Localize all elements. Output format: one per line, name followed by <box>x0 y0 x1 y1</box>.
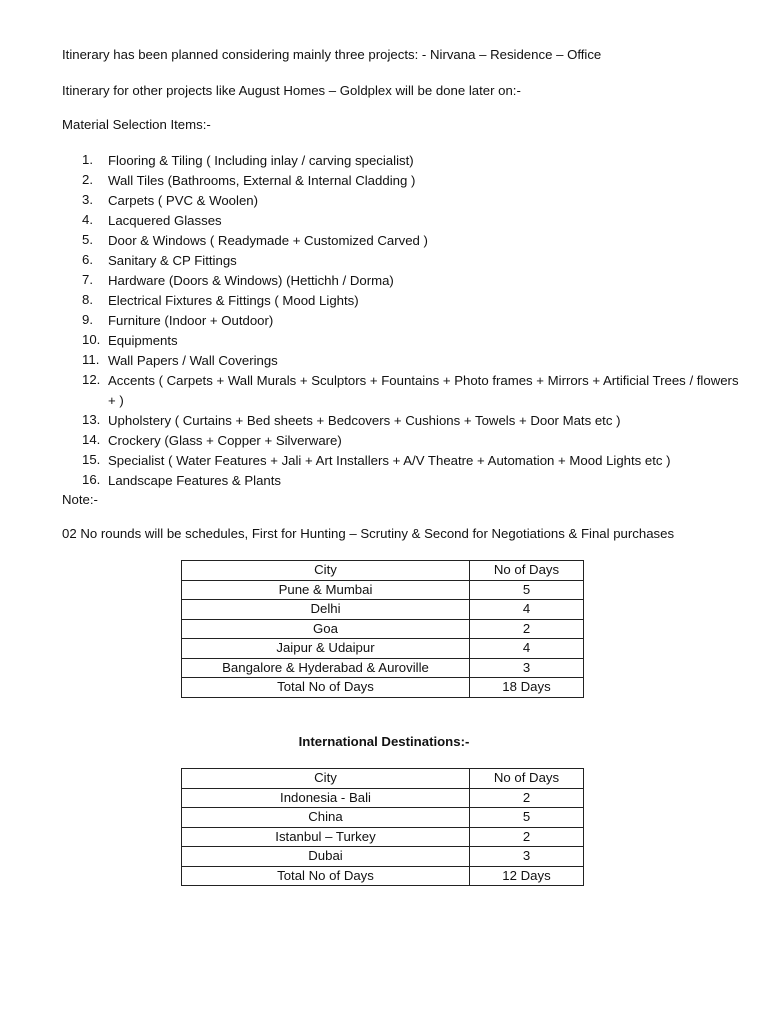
city-cell: Bangalore & Hyderabad & Auroville <box>182 658 470 678</box>
list-item-number: 14. <box>82 432 101 447</box>
days-cell: No of Days <box>470 769 584 789</box>
list-item <box>82 451 742 471</box>
list-item-number: 10. <box>82 332 101 347</box>
list-item <box>82 211 742 231</box>
list-item <box>82 231 742 251</box>
table-row <box>182 658 584 678</box>
days-cell: 5 <box>470 808 584 828</box>
list-item-text: Lacquered Glasses <box>108 213 222 228</box>
city-cell: Jaipur & Udaipur <box>182 639 470 659</box>
days-cell: 2 <box>470 788 584 808</box>
city-cell: Delhi <box>182 600 470 620</box>
city-cell: China <box>182 808 470 828</box>
city-cell: Dubai <box>182 847 470 867</box>
list-item-number: 15. <box>82 452 101 467</box>
days-cell: 2 <box>470 619 584 639</box>
city-cell: Pune & Mumbai <box>182 580 470 600</box>
table-header-row <box>182 561 584 581</box>
days-cell: 3 <box>470 847 584 867</box>
table-row <box>182 847 584 867</box>
table-row <box>182 600 584 620</box>
days-cell: 5 <box>470 580 584 600</box>
days-cell: 3 <box>470 658 584 678</box>
domestic-days-table <box>181 560 584 698</box>
list-item-text: Accents ( Carpets + Wall Murals + Sculptors + Fountains + Photo frames + Mirrors + Artificial Trees / flowers + ) <box>108 373 739 408</box>
city-cell: Total No of Days <box>182 678 470 698</box>
list-item <box>82 471 742 491</box>
list-item <box>82 351 742 371</box>
list-item <box>82 191 742 211</box>
list-item-text: Furniture (Indoor + Outdoor) <box>108 313 274 328</box>
list-item-number: 8. <box>82 292 93 307</box>
list-item <box>82 371 742 411</box>
international-heading: International Destinations:- <box>298 734 470 749</box>
list-item-number: 16. <box>82 472 101 487</box>
note-text: 02 No rounds will be schedules, First for Hunting – Scrutiny & Second for Negotiations & Final purchases <box>62 526 675 541</box>
list-item <box>82 291 742 311</box>
table-row <box>182 808 584 828</box>
days-cell: 4 <box>470 600 584 620</box>
list-item-number: 2. <box>82 172 93 187</box>
table-row <box>182 619 584 639</box>
note-label: Note:- <box>62 492 98 507</box>
list-item-text: Hardware (Doors & Windows) (Hettichh / Dorma) <box>108 273 394 288</box>
intro-line-1: Itinerary has been planned considering mainly three projects: - Nirvana – Residence – Office <box>62 47 602 62</box>
list-item-text: Electrical Fixtures & Fittings ( Mood Lights) <box>108 293 359 308</box>
list-item <box>82 151 742 171</box>
list-item-number: 3. <box>82 192 93 207</box>
list-item-number: 6. <box>82 252 93 267</box>
list-item <box>82 411 742 431</box>
days-cell: 18 Days <box>470 678 584 698</box>
list-item-text: Carpets ( PVC & Woolen) <box>108 193 259 208</box>
table-row <box>182 788 584 808</box>
days-cell: 2 <box>470 827 584 847</box>
city-cell: City <box>182 769 470 789</box>
material-heading: Material Selection Items:- <box>62 117 211 132</box>
days-cell: 4 <box>470 639 584 659</box>
city-cell: Goa <box>182 619 470 639</box>
list-item-number: 5. <box>82 232 93 247</box>
list-item-text: Wall Papers / Wall Coverings <box>108 353 278 368</box>
material-list <box>82 151 742 491</box>
table-row <box>182 639 584 659</box>
list-item-number: 13. <box>82 412 101 427</box>
list-item <box>82 331 742 351</box>
list-item-number: 11. <box>82 352 100 367</box>
list-item-number: 9. <box>82 312 93 327</box>
table-row <box>182 827 584 847</box>
city-cell: Istanbul – Turkey <box>182 827 470 847</box>
days-cell: 12 Days <box>470 866 584 886</box>
list-item-text: Specialist ( Water Features + Jali + Art Installers + A/V Theatre + Automation + Mood Lights etc ) <box>108 453 671 468</box>
list-item <box>82 271 742 291</box>
list-item-number: 12. <box>82 372 101 387</box>
table-row <box>182 866 584 886</box>
list-item <box>82 431 742 451</box>
list-item-text: Landscape Features & Plants <box>108 473 282 488</box>
list-item <box>82 311 742 331</box>
list-item-text: Upholstery ( Curtains + Bed sheets + Bedcovers + Cushions + Towels + Door Mats etc ) <box>108 413 621 428</box>
table-row <box>182 678 584 698</box>
list-item <box>82 251 742 271</box>
list-item-number: 1. <box>82 152 93 167</box>
list-item-text: Wall Tiles (Bathrooms, External & Internal Cladding ) <box>108 173 416 188</box>
city-cell: Indonesia - Bali <box>182 788 470 808</box>
days-cell: No of Days <box>470 561 584 581</box>
list-item-text: Flooring & Tiling ( Including inlay / carving specialist) <box>108 153 414 168</box>
list-item-number: 7. <box>82 272 93 287</box>
list-item-text: Sanitary & CP Fittings <box>108 253 237 268</box>
international-days-table <box>181 768 584 886</box>
list-item-number: 4. <box>82 212 93 227</box>
city-cell: Total No of Days <box>182 866 470 886</box>
city-cell: City <box>182 561 470 581</box>
table-header-row <box>182 769 584 789</box>
list-item-text: Door & Windows ( Readymade + Customized Carved ) <box>108 233 428 248</box>
list-item <box>82 171 742 191</box>
list-item-text: Equipments <box>108 333 178 348</box>
list-item-text: Crockery (Glass + Copper + Silverware) <box>108 433 342 448</box>
table-row <box>182 580 584 600</box>
intro-line-2: Itinerary for other projects like August Homes – Goldplex will be done later on:- <box>62 83 521 98</box>
